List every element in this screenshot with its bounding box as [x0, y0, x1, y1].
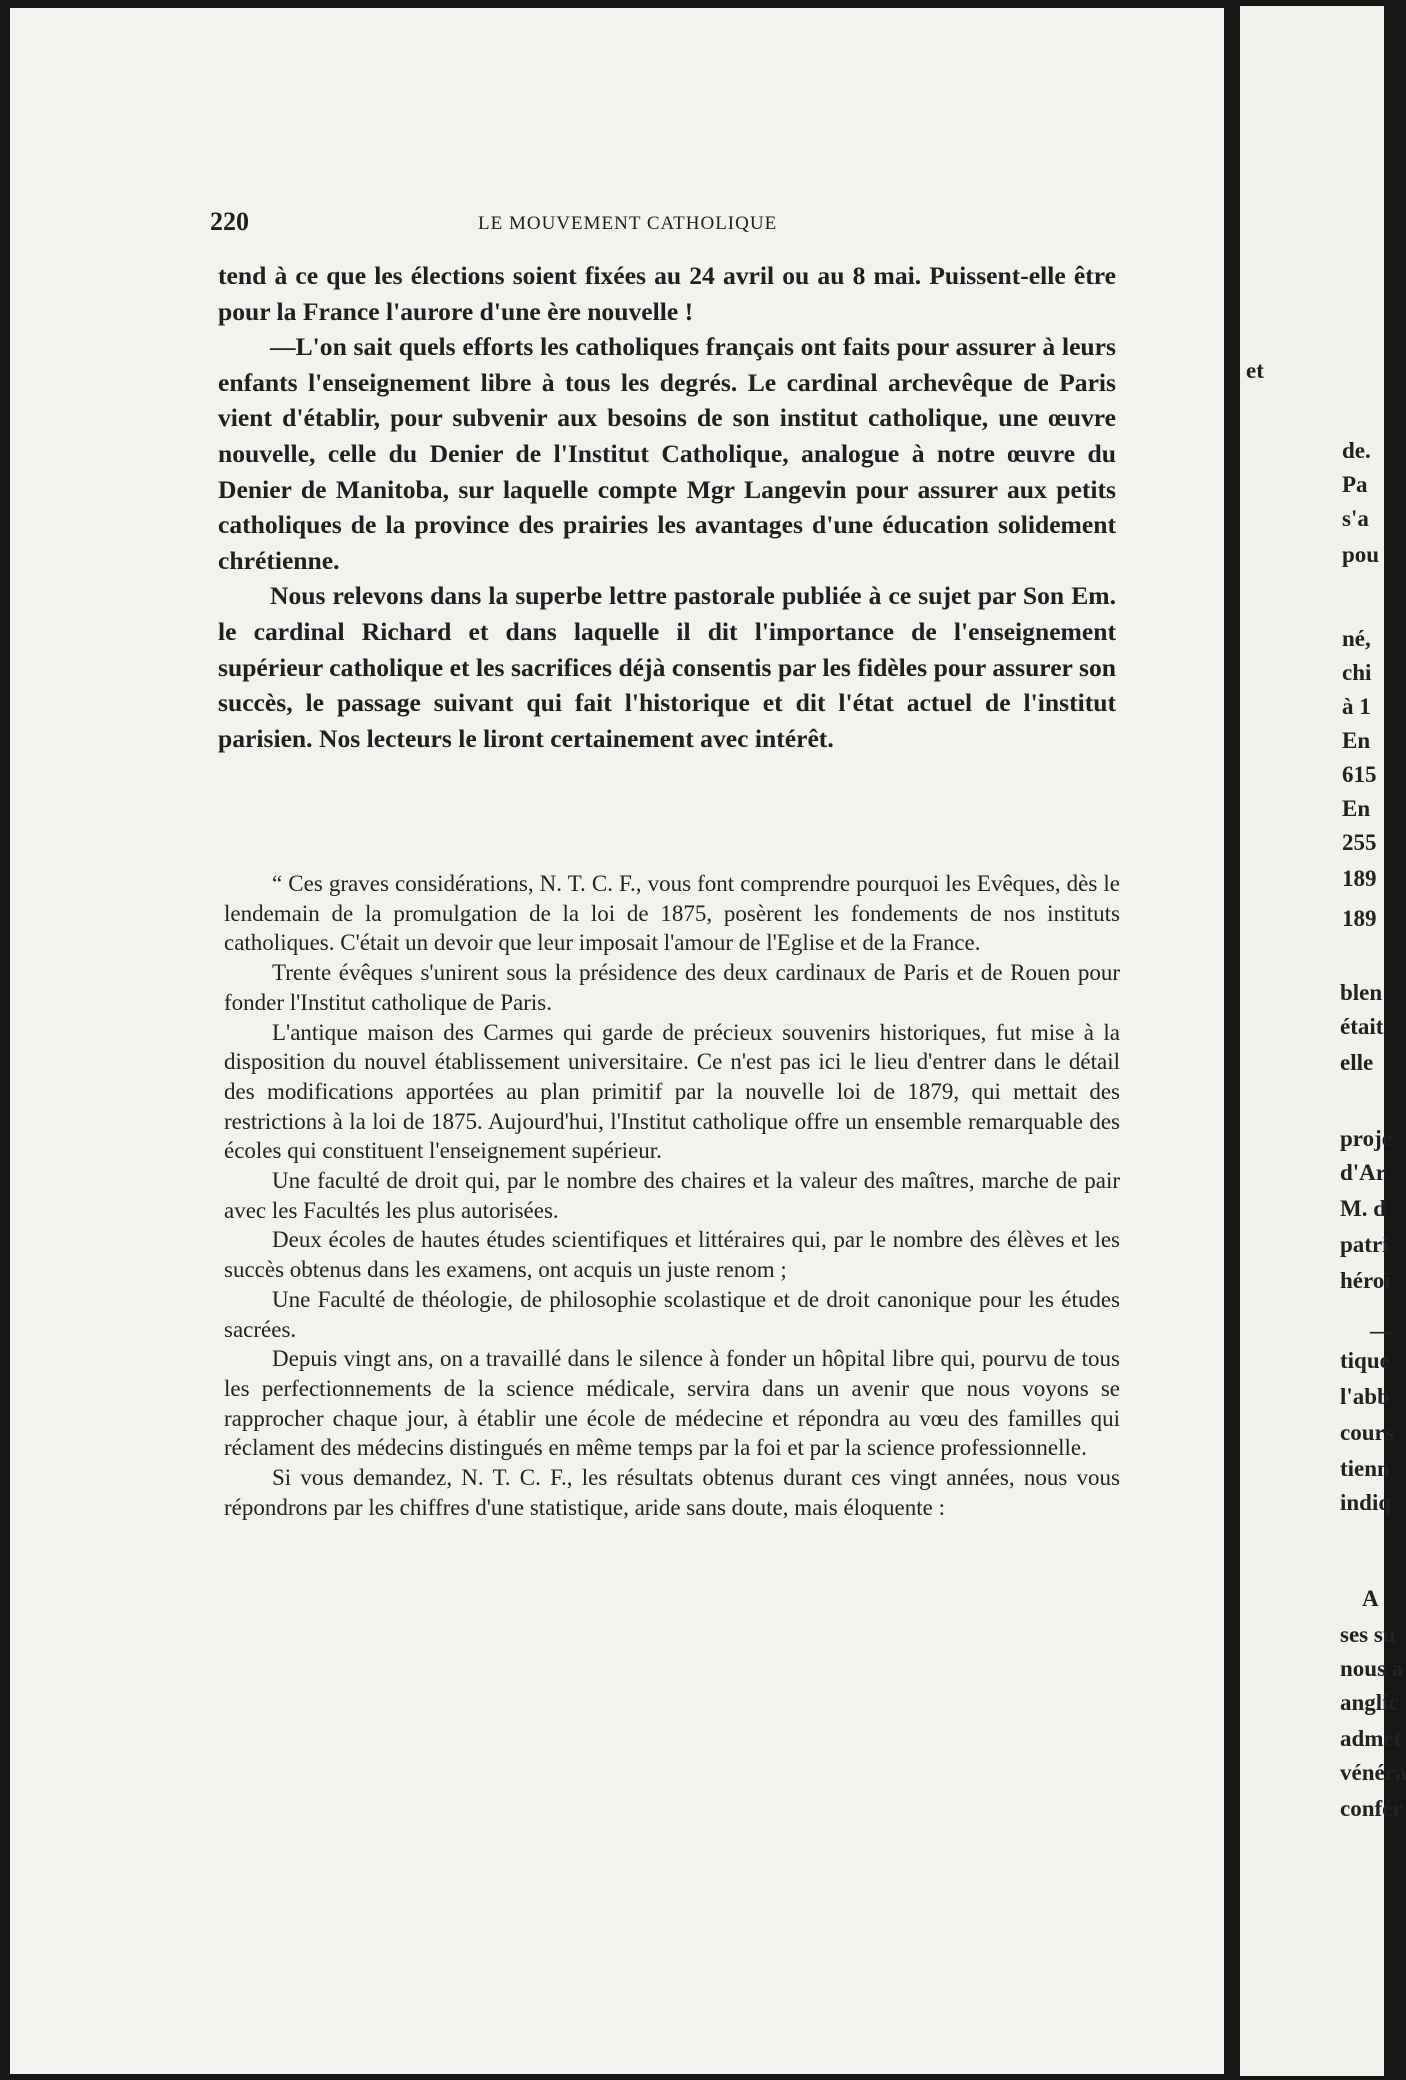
paragraph: Nous relevons dans la superbe lettre pastorale publiée à ce sujet par Son Em. le cardinal Richard et dans laquelle il dit l'importance de l'enseignement supérieur catholique et les sacrifices déjà consentis par les fidèles pour assurer son succès, le passage suivant qui fait l'historique et dit l'état actuel de l'institut parisien. Nos lecteurs le liront certainement avec intérêt.: [218, 581, 1116, 753]
right-fragment: anglic: [1340, 1690, 1399, 1715]
right-fragment: né,: [1342, 626, 1371, 651]
right-fragment: A: [1362, 1586, 1379, 1611]
right-fragment: était: [1340, 1014, 1384, 1039]
right-fragment: proje: [1340, 1126, 1392, 1151]
right-fragment: tienn: [1340, 1456, 1390, 1481]
right-fragment: nous a: [1340, 1656, 1404, 1681]
right-fragment: 615: [1342, 762, 1377, 787]
paragraph: tend à ce que les élections soient fixées au 24 avril ou au 8 mai. Puissent-elle être pour la France l'aurore d'une ère nouvelle !: [218, 261, 1116, 326]
quote-paragraph: Deux écoles de hautes études scientifiques et littéraires qui, par le nombre des élèves et les succès obtenus dans les examens, ont acquis un juste renom ;: [224, 1227, 1120, 1283]
right-fragment: héroï: [1340, 1268, 1391, 1293]
right-fragment: à 1: [1342, 694, 1371, 719]
right-fragment: blen: [1340, 980, 1383, 1005]
right-fragment: s'a: [1342, 506, 1369, 531]
right-fragment: pou: [1342, 542, 1380, 567]
quote-paragraph: Depuis vingt ans, on a travaillé dans le silence à fonder un hôpital libre qui, pourvu de tous les perfectionnements de la science médicale, servira dans un avenir que nous voyons se rapprocher chaque jour, à établir une école de médecine et répondra au vœu des familles qui réclament des médecins distingués en même temps par la foi et par la science professionnelle.: [224, 1346, 1120, 1461]
quote-paragraph: Une faculté de droit qui, par le nombre des chaires et la valeur des maîtres, marche de pair avec les Facultés les plus autorisées.: [224, 1168, 1120, 1223]
right-fragment: —: [1370, 1318, 1393, 1343]
right-fragment: 255: [1342, 830, 1377, 855]
right-fragment: chi: [1342, 660, 1372, 685]
article-body: [218, 258, 1116, 756]
right-fragment: patri: [1340, 1232, 1389, 1257]
right-fragment: admet: [1340, 1726, 1402, 1751]
right-page-column: [1244, 0, 1406, 2080]
right-fragment: ses su: [1340, 1622, 1396, 1647]
quoted-pastoral-letter: [224, 869, 1120, 1522]
right-fragment: Pa: [1342, 472, 1368, 497]
quote-paragraph: L'antique maison des Carmes qui garde de précieux souvenirs historiques, fut mise à la disposition du nouvel établissement universitaire. Ce n'est pas ici le lieu d'entrer dans le détail des modifications apportées au plan primitif par la nouvelle loi de 1879, qui mettait des restrictions à la loi de 1875. Aujourd'hui, l'Institut catholique offre un ensemble remarquable des écoles qui constituent l'enseignement supérieur.: [224, 1019, 1120, 1164]
right-fragment: 189: [1342, 906, 1377, 931]
right-fragment: de.: [1342, 438, 1371, 463]
quote-paragraph: Trente évêques s'unirent sous la présidence des deux cardinaux de Paris et de Rouen pour fonder l'Institut catholique de Paris.: [224, 960, 1120, 1015]
right-fragment: vénéra: [1340, 1760, 1406, 1785]
right-fragment: cours: [1340, 1420, 1394, 1445]
right-fragment: confér: [1340, 1796, 1403, 1821]
right-fragment: l'abb: [1340, 1384, 1390, 1409]
paragraph: —L'on sait quels efforts les catholiques français ont faits pour assurer à leurs enfants l'enseignement libre à tous les degrés. Le cardinal archevêque de Paris vient d'établir, pour subvenir aux besoins de son institut catholique, une œuvre nouvelle, celle du Denier de l'Institut Catholique, analogue à notre œuvre du Denier de Manitoba, sur laquelle compte Mgr Langevin pour assurer aux petits catholiques de la province des prairies les avantages d'une éducation solidement chrétienne.: [218, 332, 1116, 575]
right-fragment: indiq: [1340, 1490, 1392, 1515]
right-fragment: M. d: [1340, 1196, 1386, 1221]
right-fragment: En: [1342, 796, 1371, 821]
quote-paragraph: “ Ces graves considérations, N. T. C. F., vous font comprendre pourquoi les Evêques, dès le lendemain de la promulgation de la loi de 1875, posèrent les fondements de nos instituts catholiques. C'était un devoir que leur imposait l'amour de l'Eglise et de la France.: [224, 871, 1120, 956]
quote-paragraph: Si vous demandez, N. T. C. F., les résultats obtenus durant ces vingt années, nous vous répondrons par les chiffres d'une statistique, aride sans doute, mais éloquente :: [224, 1465, 1120, 1520]
running-head: LE MOUVEMENT CATHOLIQUE: [478, 213, 778, 234]
right-fragment: elle: [1340, 1050, 1374, 1075]
quote-paragraph: Une Faculté de théologie, de philosophie scolastique et de droit canonique pour les études sacrées.: [224, 1286, 1120, 1342]
right-fragment: tique: [1340, 1348, 1390, 1373]
right-fragment: En: [1342, 728, 1371, 753]
right-fragment: d'Ar: [1340, 1160, 1386, 1185]
right-fragment: et: [1246, 358, 1264, 383]
page-number: 220: [210, 207, 249, 236]
page-header: [210, 207, 1130, 239]
right-fragment: 189: [1342, 866, 1377, 891]
